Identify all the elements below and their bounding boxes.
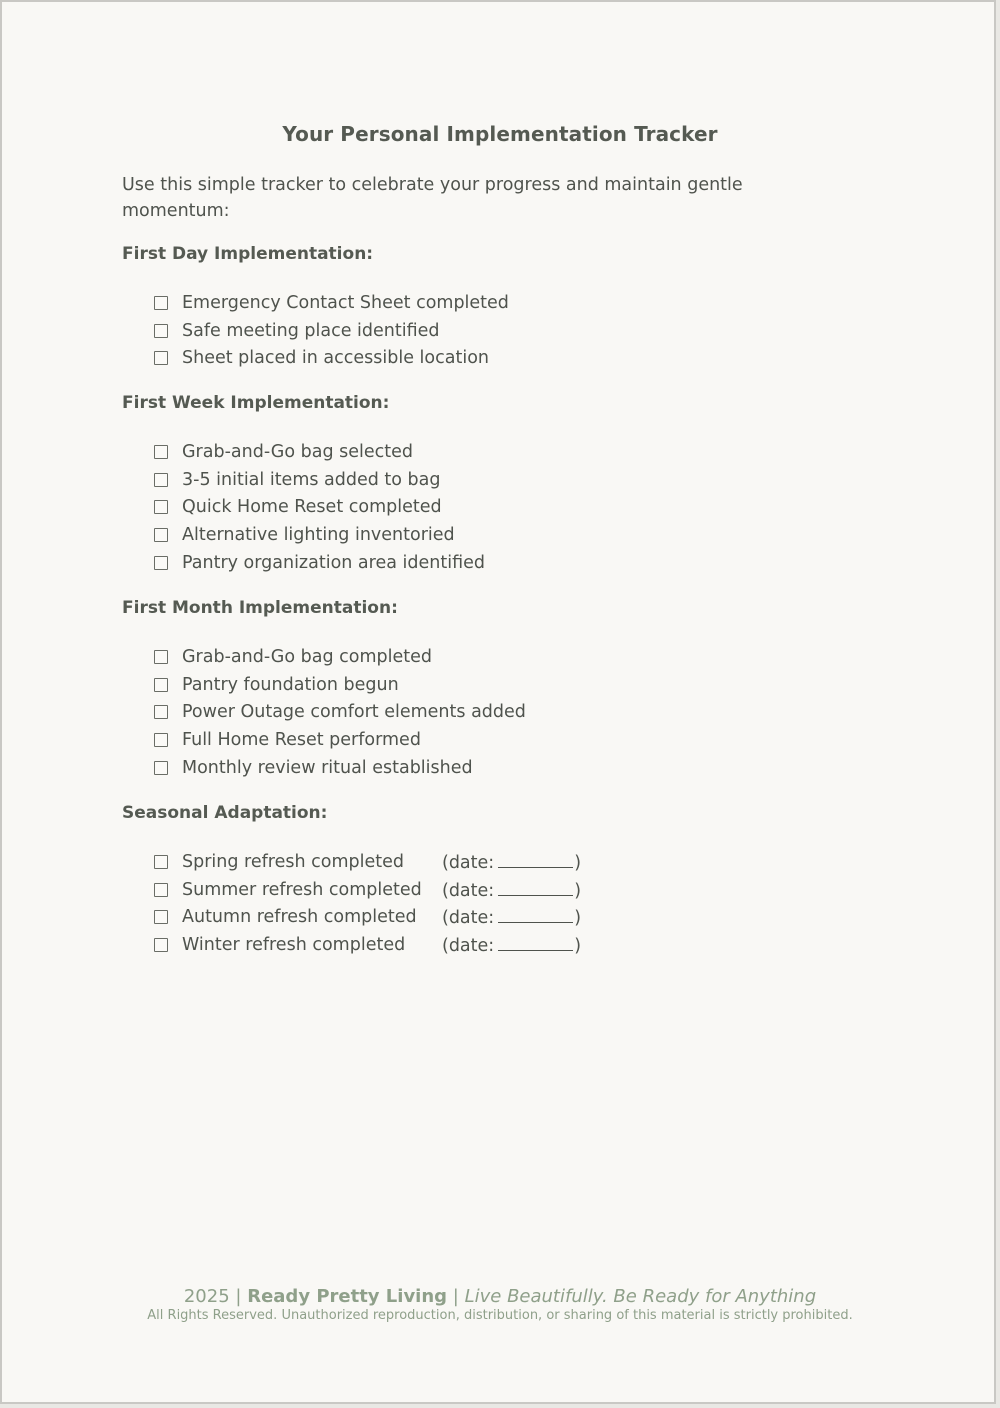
footer-brand: Ready Pretty Living — [247, 1286, 448, 1307]
date-suffix: ) — [574, 908, 582, 929]
checklist-first-month — [154, 643, 526, 782]
checkbox-icon[interactable] — [154, 761, 168, 775]
intro-paragraph: Use this simple tracker to celebrate your progress and maintain gentle momentum: — [122, 175, 743, 221]
checkbox-icon[interactable] — [154, 938, 168, 952]
checklist-first-day — [154, 289, 509, 372]
section-heading-first-month: First Month Implementation: — [122, 598, 398, 618]
checklist-item-label: Autumn refresh completed — [182, 907, 417, 928]
date-prefix: (date: — [442, 908, 495, 929]
checklist-item-label: Spring refresh completed — [182, 851, 404, 872]
checklist-item-label: Safe meeting place identified — [182, 320, 440, 341]
checklist-item-label: Pantry organization area identified — [182, 553, 485, 574]
checklist-item-label: Quick Home Reset completed — [182, 497, 442, 518]
page-title: Your Personal Implementation Tracker — [282, 122, 718, 146]
date-input-line[interactable] — [498, 934, 573, 951]
checkbox-icon[interactable] — [154, 883, 168, 897]
date-prefix: (date: — [442, 880, 495, 901]
checkbox-icon[interactable] — [154, 296, 168, 310]
date-field — [442, 851, 581, 873]
date-prefix: (date: — [442, 936, 495, 957]
date-field — [442, 934, 581, 956]
date-prefix: (date: — [442, 852, 495, 873]
footer-tagline: Live Beautifully. Be Ready for Anything — [464, 1286, 817, 1307]
checkbox-icon[interactable] — [154, 733, 168, 747]
checklist-item[interactable] — [154, 521, 485, 549]
checklist-item-label: Winter refresh completed — [182, 935, 406, 956]
checklist-item-label: Monthly review ritual established — [182, 758, 473, 779]
checklist-item[interactable] — [154, 931, 581, 959]
checklist-item-label: Summer refresh completed — [182, 879, 422, 900]
checkbox-icon[interactable] — [154, 473, 168, 487]
date-input-line[interactable] — [498, 879, 573, 896]
checklist-item-label: Grab-and-Go bag selected — [182, 441, 413, 462]
date-input-line[interactable] — [498, 851, 573, 868]
date-input-line[interactable] — [498, 906, 573, 923]
checklist-item-label: Emergency Contact Sheet completed — [182, 292, 509, 313]
checkbox-icon[interactable] — [154, 528, 168, 542]
date-suffix: ) — [574, 852, 582, 873]
checklist-item[interactable] — [154, 549, 485, 577]
checklist-item-label: Grab-and-Go bag completed — [182, 646, 432, 667]
checklist-item[interactable] — [154, 494, 485, 522]
checklist-item[interactable] — [154, 848, 581, 876]
checklist-item[interactable] — [154, 699, 526, 727]
checklist-first-week — [154, 438, 485, 577]
checklist-item[interactable] — [154, 754, 526, 782]
checkbox-icon[interactable] — [154, 445, 168, 459]
checklist-item-label: Full Home Reset performed — [182, 730, 421, 751]
checklist-seasonal — [154, 848, 581, 959]
date-suffix: ) — [574, 880, 582, 901]
checkbox-icon[interactable] — [154, 500, 168, 514]
section-heading-seasonal: Seasonal Adaptation: — [122, 803, 328, 823]
checklist-item[interactable] — [154, 317, 509, 345]
checklist-item-label: Alternative lighting inventoried — [182, 525, 455, 546]
checklist-item[interactable] — [154, 438, 485, 466]
checkbox-icon[interactable] — [154, 705, 168, 719]
footer-separator: | — [452, 1286, 459, 1307]
date-field — [442, 906, 581, 928]
checklist-item[interactable] — [154, 289, 509, 317]
checkbox-icon[interactable] — [154, 678, 168, 692]
checkbox-icon[interactable] — [154, 650, 168, 664]
section-heading-first-day: First Day Implementation: — [122, 244, 374, 264]
footer-legal-notice: All Rights Reserved. Unauthorized reproduction, distribution, or sharing of this material is strictly prohibited. — [147, 1308, 853, 1323]
checkbox-icon[interactable] — [154, 910, 168, 924]
footer — [2, 1286, 998, 1307]
checklist-item-label: Sheet placed in accessible location — [182, 348, 489, 369]
checkbox-icon[interactable] — [154, 351, 168, 365]
footer-year: 2025 — [183, 1286, 230, 1307]
footer-separator: | — [235, 1286, 242, 1307]
checkbox-icon[interactable] — [154, 556, 168, 570]
checklist-item[interactable] — [154, 671, 526, 699]
section-heading-first-week: First Week Implementation: — [122, 393, 390, 413]
checklist-item[interactable] — [154, 345, 509, 373]
date-field — [442, 879, 581, 901]
checkbox-icon[interactable] — [154, 855, 168, 869]
checklist-item[interactable] — [154, 876, 581, 904]
checklist-item[interactable] — [154, 726, 526, 754]
checklist-item-label: Power Outage comfort elements added — [182, 702, 526, 723]
date-suffix: ) — [574, 936, 582, 957]
checklist-item[interactable] — [154, 904, 581, 932]
checklist-item[interactable] — [154, 643, 526, 671]
checklist-item-label: Pantry foundation begun — [182, 674, 399, 695]
checklist-item[interactable] — [154, 466, 485, 494]
checkbox-icon[interactable] — [154, 324, 168, 338]
checklist-item-label: 3-5 initial items added to bag — [182, 469, 441, 490]
